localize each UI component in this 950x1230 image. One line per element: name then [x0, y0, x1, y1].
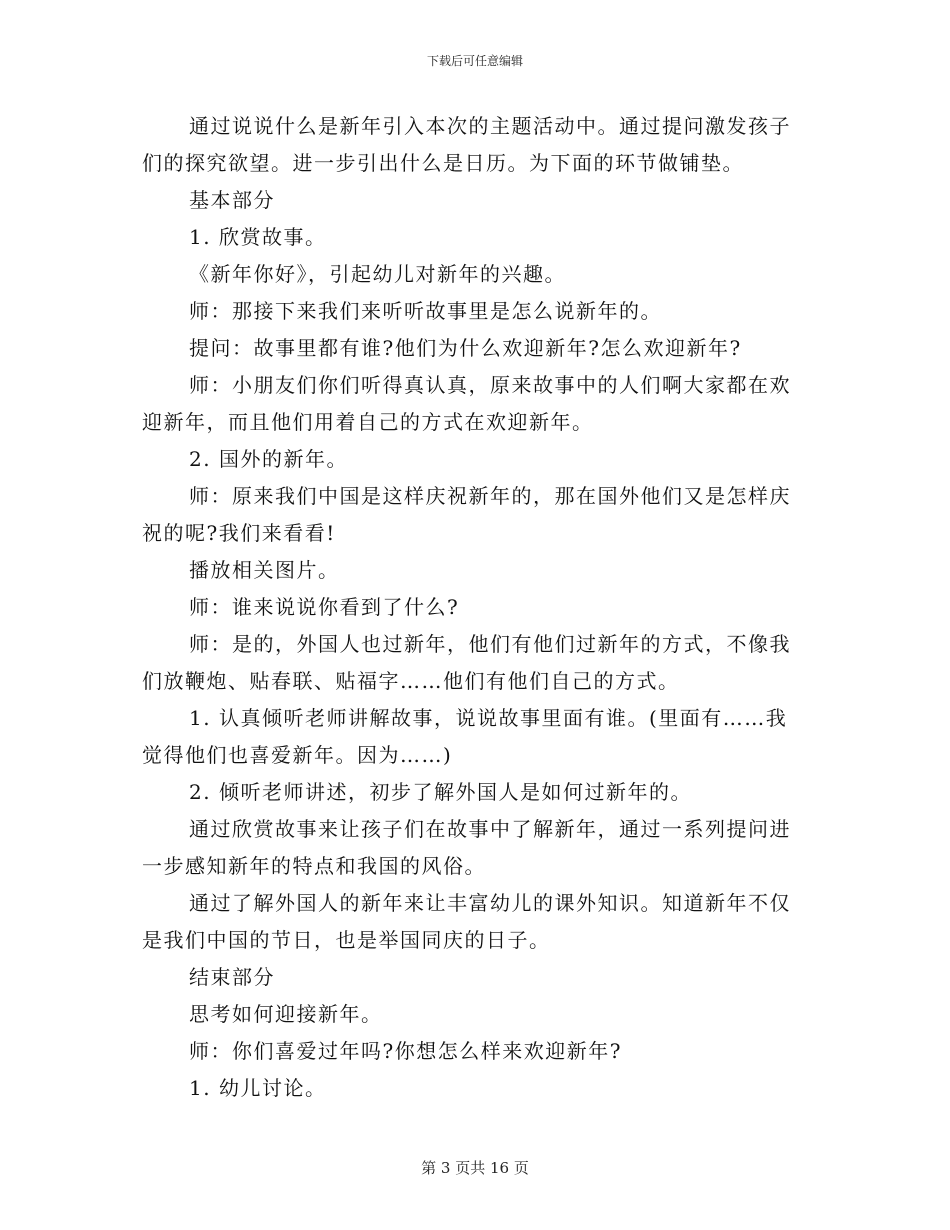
paragraph: 思考如何迎接新年。: [189, 1002, 383, 1026]
paragraph: 师：你们喜爱过年吗?你想怎么样来欢迎新年?: [189, 1039, 622, 1063]
paragraph: 通过了解外国人的新年来让丰富幼儿的课外知识。知道新年不仅是我们中国的节日，也是举国同庆的日子。: [142, 891, 791, 952]
document-body: [142, 108, 808, 1107]
paragraph: 提问：故事里都有谁?他们为什么欢迎新年?怎么欢迎新年?: [189, 336, 742, 360]
section-heading-ending: 结束部分: [189, 965, 275, 989]
paragraph: 师：原来我们中国是这样庆祝新年的，那在国外他们又是怎样庆祝的呢?我们来看看!: [142, 484, 791, 545]
page-header-note: 下载后可任意编辑: [426, 54, 523, 68]
paragraph: 1. 认真倾听老师讲解故事，说说故事里面有谁。(里面有……我觉得他们也喜爱新年。因为……): [142, 706, 788, 767]
paragraph: 师：那接下来我们来听听故事里是怎么说新年的。: [189, 299, 662, 323]
paragraph: 2. 国外的新年。: [189, 447, 348, 471]
paragraph: 师：是的，外国人也过新年，他们有他们过新年的方式，不像我们放鞭炮、贴春联、贴福字……他们有他们自己的方式。: [142, 632, 791, 693]
paragraph: 《新年你好》，引起幼儿对新年的兴趣。: [189, 262, 566, 286]
paragraph: 1. 幼儿讨论。: [189, 1076, 327, 1100]
paragraph: 通过说说什么是新年引入本次的主题活动中。通过提问激发孩子们的探究欲望。进一步引出什么是日历。为下面的环节做铺垫。: [142, 114, 791, 175]
paragraph: 师：谁来说说你看到了什么?: [189, 595, 460, 619]
paragraph: 播放相关图片。: [189, 558, 340, 582]
section-heading-basic: 基本部分: [189, 188, 275, 212]
paragraph: 通过欣赏故事来让孩子们在故事中了解新年，通过一系列提问进一步感知新年的特点和我国的风俗。: [142, 817, 791, 878]
paragraph: 2. 倾听老师讲述，初步了解外国人是如何过新年的。: [189, 780, 692, 804]
page-number-footer: 第 3 页共 16 页: [421, 1159, 529, 1177]
paragraph: 1. 欣赏故事。: [189, 225, 327, 249]
paragraph: 师：小朋友们你们听得真认真，原来故事中的人们啊大家都在欢迎新年，而且他们用着自己的方式在欢迎新年。: [142, 373, 791, 434]
